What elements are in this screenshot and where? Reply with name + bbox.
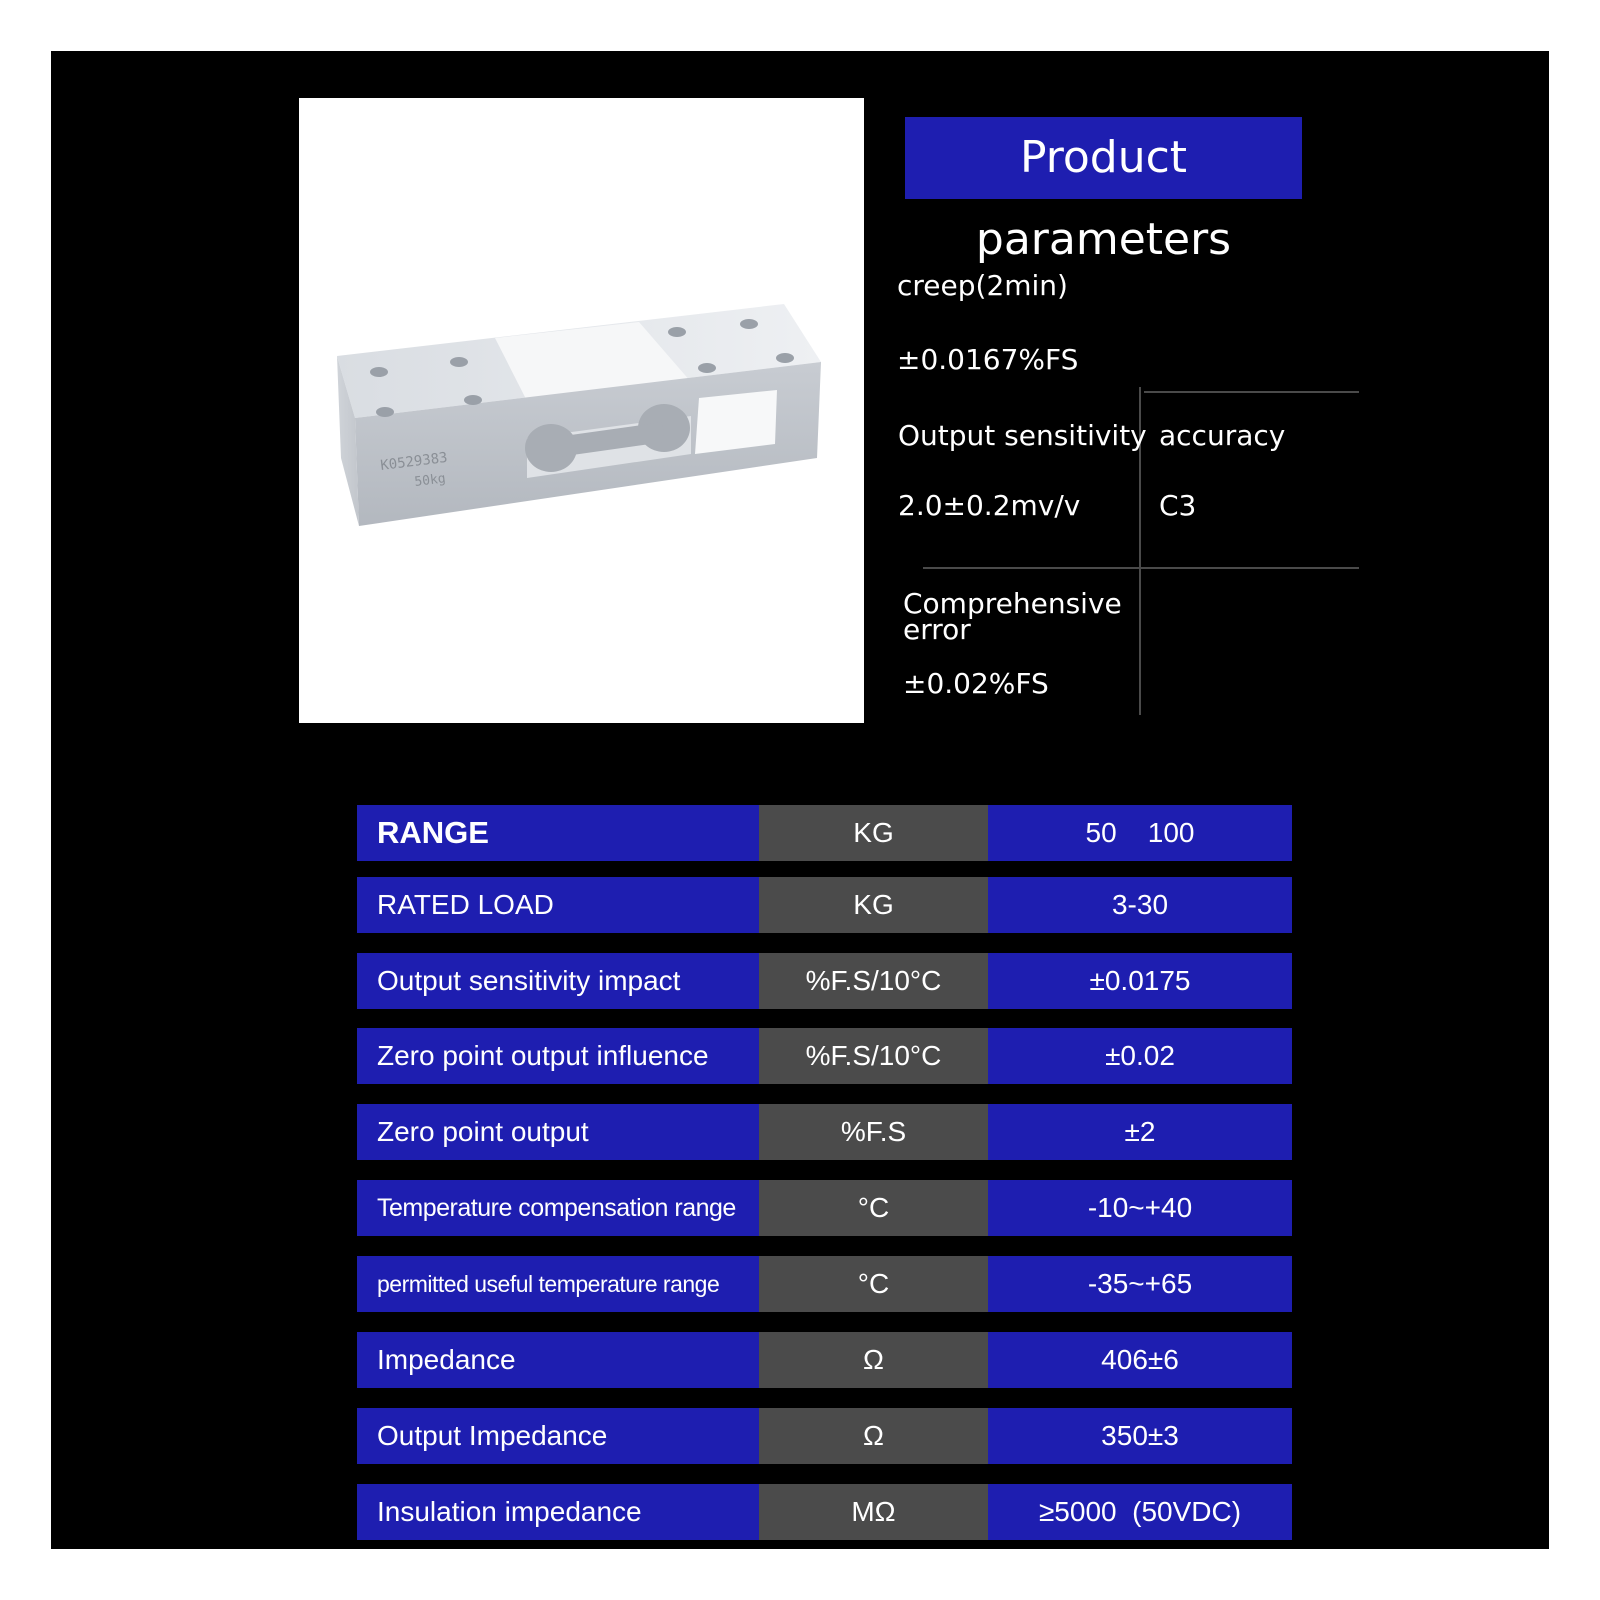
table-row [357,1104,1292,1160]
row-value: ±0.02 [988,1028,1292,1084]
row-unit: KG [759,805,988,861]
row-value: 406±6 [988,1332,1292,1388]
creep-label: creep(2min) [897,269,1068,302]
table-row [357,1180,1292,1236]
row-unit: Ω [759,1408,988,1464]
spec-panel [51,51,1549,1549]
table-row [357,1028,1292,1084]
table-row [357,953,1292,1009]
row-value: 3-30 [988,877,1292,933]
row-value: -35~+65 [988,1256,1292,1312]
row-name: RANGE [357,805,759,861]
error-value: ±0.02%FS [903,667,1049,700]
accuracy-value: C3 [1159,489,1197,522]
row-unit: °C [759,1180,988,1236]
row-name: Zero point output influence [357,1028,759,1084]
creep-value: ±0.0167%FS [897,343,1079,376]
page-title: Product parameters [905,117,1302,199]
table-row [357,1256,1292,1312]
row-unit: MΩ [759,1484,988,1540]
row-name: Insulation impedance [357,1484,759,1540]
row-value: -10~+40 [988,1180,1292,1236]
engraving-capacity: 50kg [413,471,447,490]
row-unit: %F.S [759,1104,988,1160]
row-value: ≥5000 (50VDC) [988,1484,1292,1540]
row-name: RATED LOAD [357,877,759,933]
divider-middle [923,567,1359,569]
row-name: Output sensitivity impact [357,953,759,1009]
table-row [357,877,1292,933]
table-row [357,1332,1292,1388]
engraving-serial: K0529383 [379,449,449,474]
load-cell-illustration [299,98,864,723]
table-row [357,1408,1292,1464]
row-unit: %F.S/10°C [759,953,988,1009]
divider-top [1144,391,1359,393]
product-photo [299,98,864,723]
error-label: Comprehensive error [903,587,1122,646]
row-unit: KG [759,877,988,933]
row-name: Output Impedance [357,1408,759,1464]
row-value: 350±3 [988,1408,1292,1464]
row-unit: %F.S/10°C [759,1028,988,1084]
row-unit: °C [759,1256,988,1312]
row-name: Zero point output [357,1104,759,1160]
sensitivity-label: Output sensitivity [898,419,1147,452]
row-name: permitted useful temperature range [357,1256,759,1312]
row-name: Impedance [357,1332,759,1388]
row-name: Temperature compensation range [357,1180,759,1236]
row-value: ±0.0175 [988,953,1292,1009]
sensitivity-value: 2.0±0.2mv/v [898,489,1081,522]
row-value: ±2 [988,1104,1292,1160]
table-row [357,1484,1292,1540]
row-unit: Ω [759,1332,988,1388]
row-value: 50 100 [988,805,1292,861]
table-row [357,805,1292,861]
accuracy-label: accuracy [1159,419,1286,452]
